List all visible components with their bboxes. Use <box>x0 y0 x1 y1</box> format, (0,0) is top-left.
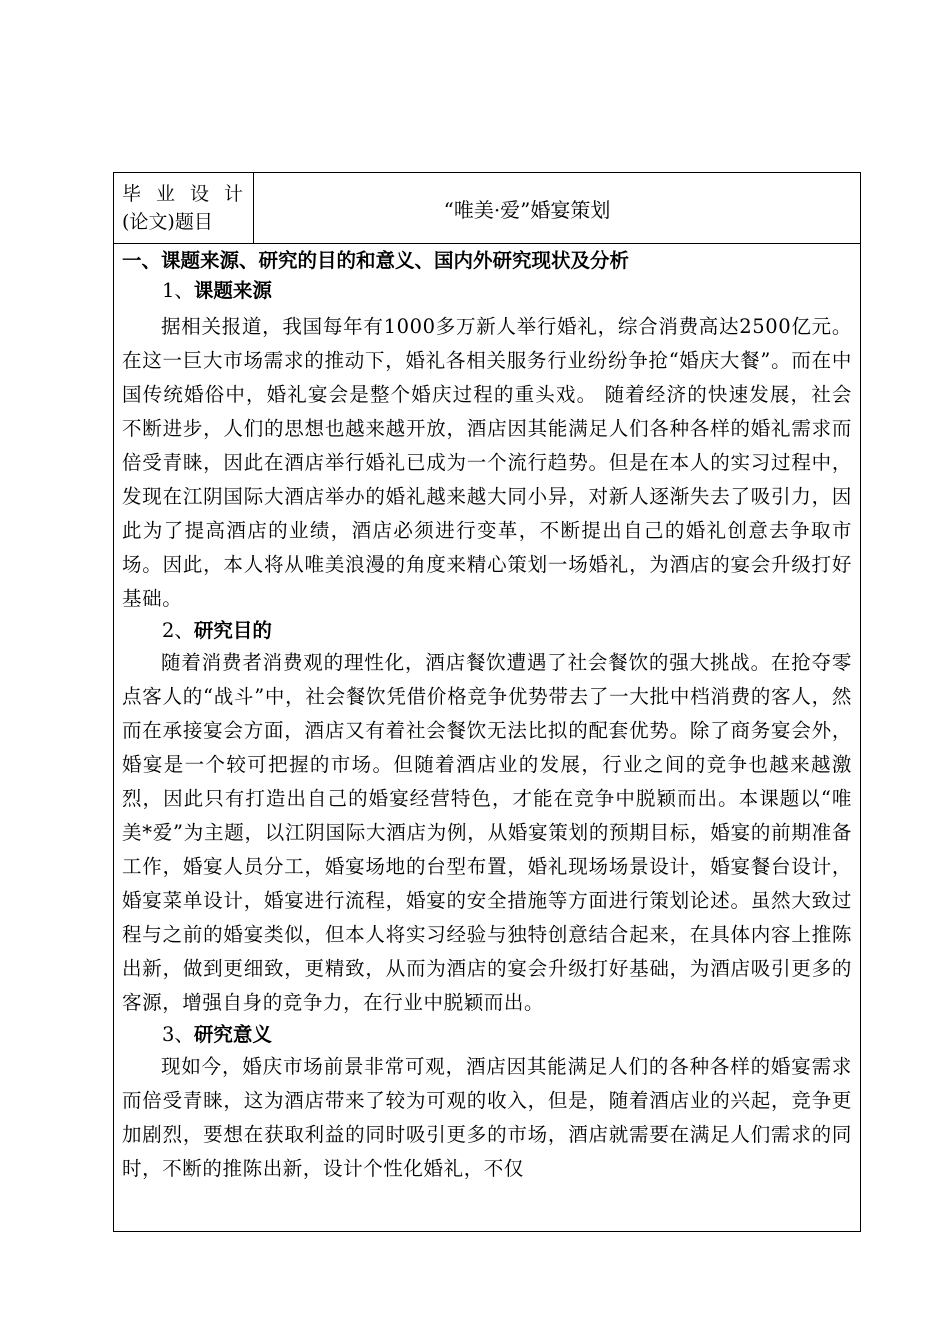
thesis-title: “唯美·爱”婚宴策划 <box>443 197 611 222</box>
proposal-table <box>113 172 861 1232</box>
subheading-purpose-number: 2、 <box>162 619 194 642</box>
content-cell <box>114 244 860 1186</box>
subheading-source <box>122 276 852 306</box>
paragraph-source: 据相关报道，我国每年有1000多万新人举行婚礼，综合消费高达2500亿元。在这一巨大市场需求的推动下，婚礼各相关服务行业纷纷争抢“婚庆大餐”。而在中国传统婚俗中，婚礼宴会是整个婚庆过程的重头戏。 随着经济的快速发展，社会不断进步，人们的思想也越来越开放，酒店因其能满足人们各种各样的婚礼需求而倍受青睐，因此在酒店举行婚礼已成为一个流行趋势。但是在本人的实习过程中，发现在江阴国际大酒店举办的婚礼越来越大同小异，对新人逐渐失去了吸引力，因此为了提高酒店的业绩，酒店必须进行变革，不断提出自己的婚礼创意去争取市场。因此，本人将从唯美浪漫的角度来精心策划一场婚礼，为酒店的宴会升级打好基础。 <box>122 315 852 610</box>
paragraph-purpose: 随着消费者消费观的理性化，酒店餐饮遭遇了社会餐饮的强大挑战。在抢夺零点客人的“战斗”中，社会餐饮凭借价格竞争优势带去了一大批中档消费的客人，然而在承接宴会方面，酒店又有着社会餐饮无法比拟的配套优势。除了商务宴会外，婚宴是一个较可把握的市场。但随着酒店业的发展，行业之间的竞争也越来越激烈，因此只有打造出自己的婚宴经营特色，才能在竞争中脱颖而出。本课题以“唯美*爱”为主题，以江阴国际大酒店为例，从婚宴策划的预期目标，婚宴的前期准备工作，婚宴人员分工，婚宴场地的台型布置，婚礼现场场景设计，婚宴餐台设计，婚宴菜单设计，婚宴进行流程，婚宴的安全措施等方面进行策划论述。虽然大致过程与之前的婚宴类似，但本人将实习经验与独特创意结合起来，在具体内容上推陈出新，做到更细致，更精致，从而为酒店的宴会升级打好基础，为酒店吸引更多的客源，增强自身的竞争力，在行业中脱颖而出。 <box>122 651 852 1014</box>
subheading-purpose <box>122 616 852 646</box>
subheading-significance-title: 研究意义 <box>193 1023 272 1046</box>
subheading-purpose-title: 研究目的 <box>193 619 272 642</box>
title-label-line1: 毕业设计 <box>122 183 245 205</box>
title-label-line2: (论文)题目 <box>122 211 213 233</box>
paragraph-significance: 现如今，婚庆市场前景非常可观，酒店因其能满足人们的各种各样的婚宴需求而倍受青睐，这为酒店带来了较为可观的收入，但是，随着酒店业的兴起，竞争更加剧烈，要想在获取利益的同时吸引更多的市场，酒店就需要在满足人们需求的同时，不断的推陈出新，设计个性化婚礼，不仅 <box>122 1055 852 1180</box>
subheading-source-title: 课题来源 <box>193 279 272 302</box>
subheading-significance <box>122 1020 852 1050</box>
title-label-cell <box>114 173 254 243</box>
section-heading: 一、课题来源、研究的目的和意义、国内外研究现状及分析 <box>122 249 630 272</box>
subheading-source-number: 1、 <box>162 279 194 302</box>
subheading-significance-number: 3、 <box>162 1023 194 1046</box>
title-row <box>114 173 860 244</box>
